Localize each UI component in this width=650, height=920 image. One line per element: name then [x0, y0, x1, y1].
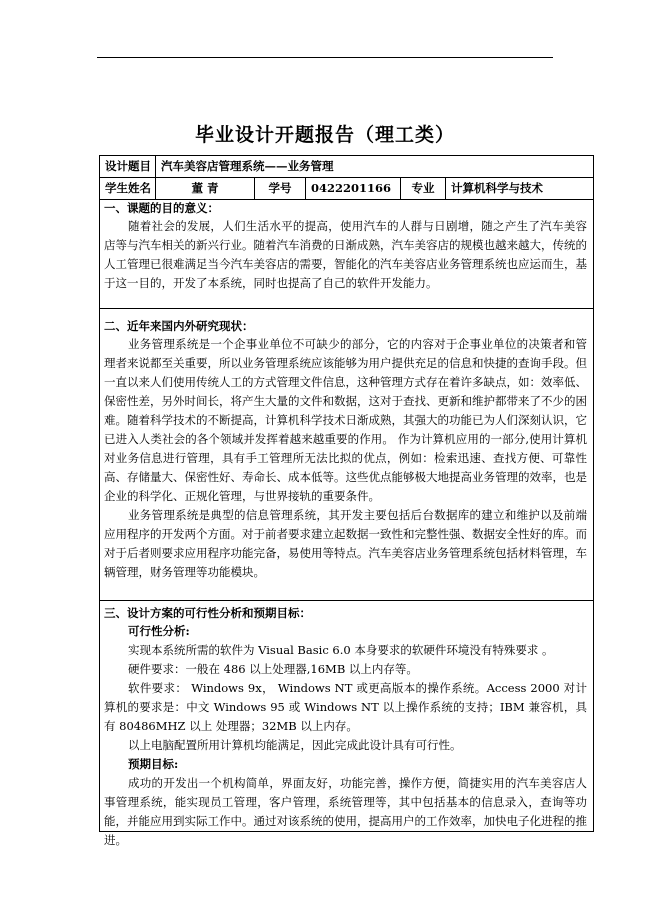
student-name-label: 学生姓名 [100, 178, 156, 199]
goals-subtitle: 预期目标: [128, 757, 179, 771]
goals-paragraph: 成功的开发出一个机构简单，界面友好，功能完善，操作方便，简捷实用的汽车美容店人事管理系统，能实现员工管理，客户管理，系统管理等，其中包括基本的信息录入，查询等功能，并能应用到实际工作中。通过对该系统的使用，提高用户的工作效率，加快电子化进程的推进。 [104, 776, 587, 847]
topic-row [100, 156, 593, 178]
topic-value: 汽车美容店管理系统——业务管理 [161, 159, 334, 173]
topic-label: 设计题目 [100, 156, 156, 177]
report-form [99, 155, 594, 847]
section-feasibility-title: 三、设计方案的可行性分析和预期目标： [104, 606, 311, 620]
document-title: 毕业设计开题报告（理工类） [194, 124, 455, 146]
header-rule [97, 57, 553, 58]
section-research-paragraph: 业务管理系统是典型的信息管理系统，其开发主要包括后台数据库的建立和维护以及前端应用程序的开发两个方面。对于前者要求建立起数据一致性和完整性强、数据安全性好的库。而对于后者则要求应用程序功能完备，易使用等特点。汽车美容店业务管理系统包括材料管理，车辆管理，财务管理等功能模块。 [104, 508, 587, 579]
student-id-value: 0422201166 [306, 178, 401, 199]
student-id-label: 学号 [255, 178, 306, 199]
student-name-value: 董 青 [156, 178, 255, 199]
feasibility-paragraph: 软件要求： Windows 9x， Windows NT 或更高版本的操作系统。Access 2000 对计算机的要求是：中文 Windows 95 或 Windows NT 以上操作系统的支持；IBM 兼容机，具有 80486MHZ 以上 处理器；32MB 以上内存。 [104, 681, 587, 733]
student-row [100, 178, 593, 200]
major-value: 计算机科学与技术 [451, 181, 543, 195]
section-purpose-paragraph: 随着社会的发展，人们生活水平的提高，使用汽车的人群与日剧增，随之产生了汽车美容店等与汽车相关的新兴行业。随着汽车消费的日渐成熟，汽车美容店的规模也越来越大，传统的人工管理已很难满足当今汽车美容店的需要，智能化的汽车美容店业务管理系统也应运而生，基于这一目的，开发了本系统，同时也提高了自己的软件开发能力。 [104, 219, 587, 290]
section-research-title: 二、近年来国内外研究现状： [104, 319, 254, 333]
section-research-paragraph: 业务管理系统是一个企事业单位不可缺少的部分，它的内容对于企事业单位的决策者和管理者来说都至关重要，所以业务管理系统应该能够为用户提供充足的信息和快捷的查询手段。但一直以来人们使用传统人工的方式管理文件信息，这种管理方式存在着许多缺点，如：效率低、保密性差，另外时间长，将产生大量的文件和数据，这对于查找、更新和维护都带来了不少的困难。随着科学技术的不断提高，计算机科学技术日渐成熟，其强大的功能已为人们深刻认识，它已进入人类社会的各个领域并发挥着越来越重要的作用。 作为计算机应用的一部分,使用计算机对业务信息进行管理，具有手工管理所无法比拟的优点，例如：检索迅速、查找方便、可靠性高、存储量大、保密性好、寿命长、成本低等。这些优点能够极大地提高业务管理的效率，也是企业的科学化、正规化管理，与世界接轨的重要条件。 [104, 337, 587, 503]
section-research-status [100, 309, 593, 601]
feasibility-paragraph: 实现本系统所需的软件为 Visual Basic 6.0 本身要求的软硬件环境没有特殊要求 。 [128, 643, 554, 657]
major-label: 专业 [401, 178, 446, 199]
feasibility-subtitle: 可行性分析: [128, 624, 190, 638]
feasibility-paragraph: 以上电脑配置所用计算机均能满足，因此完成此设计具有可行性。 [128, 738, 462, 752]
section-feasibility [100, 601, 593, 847]
feasibility-paragraph: 硬件要求：一般在 486 以上处理器,16MB 以上内存等。 [128, 662, 418, 676]
section-purpose-title: 一、课题的目的意义： [104, 201, 219, 215]
section-purpose [100, 200, 593, 309]
